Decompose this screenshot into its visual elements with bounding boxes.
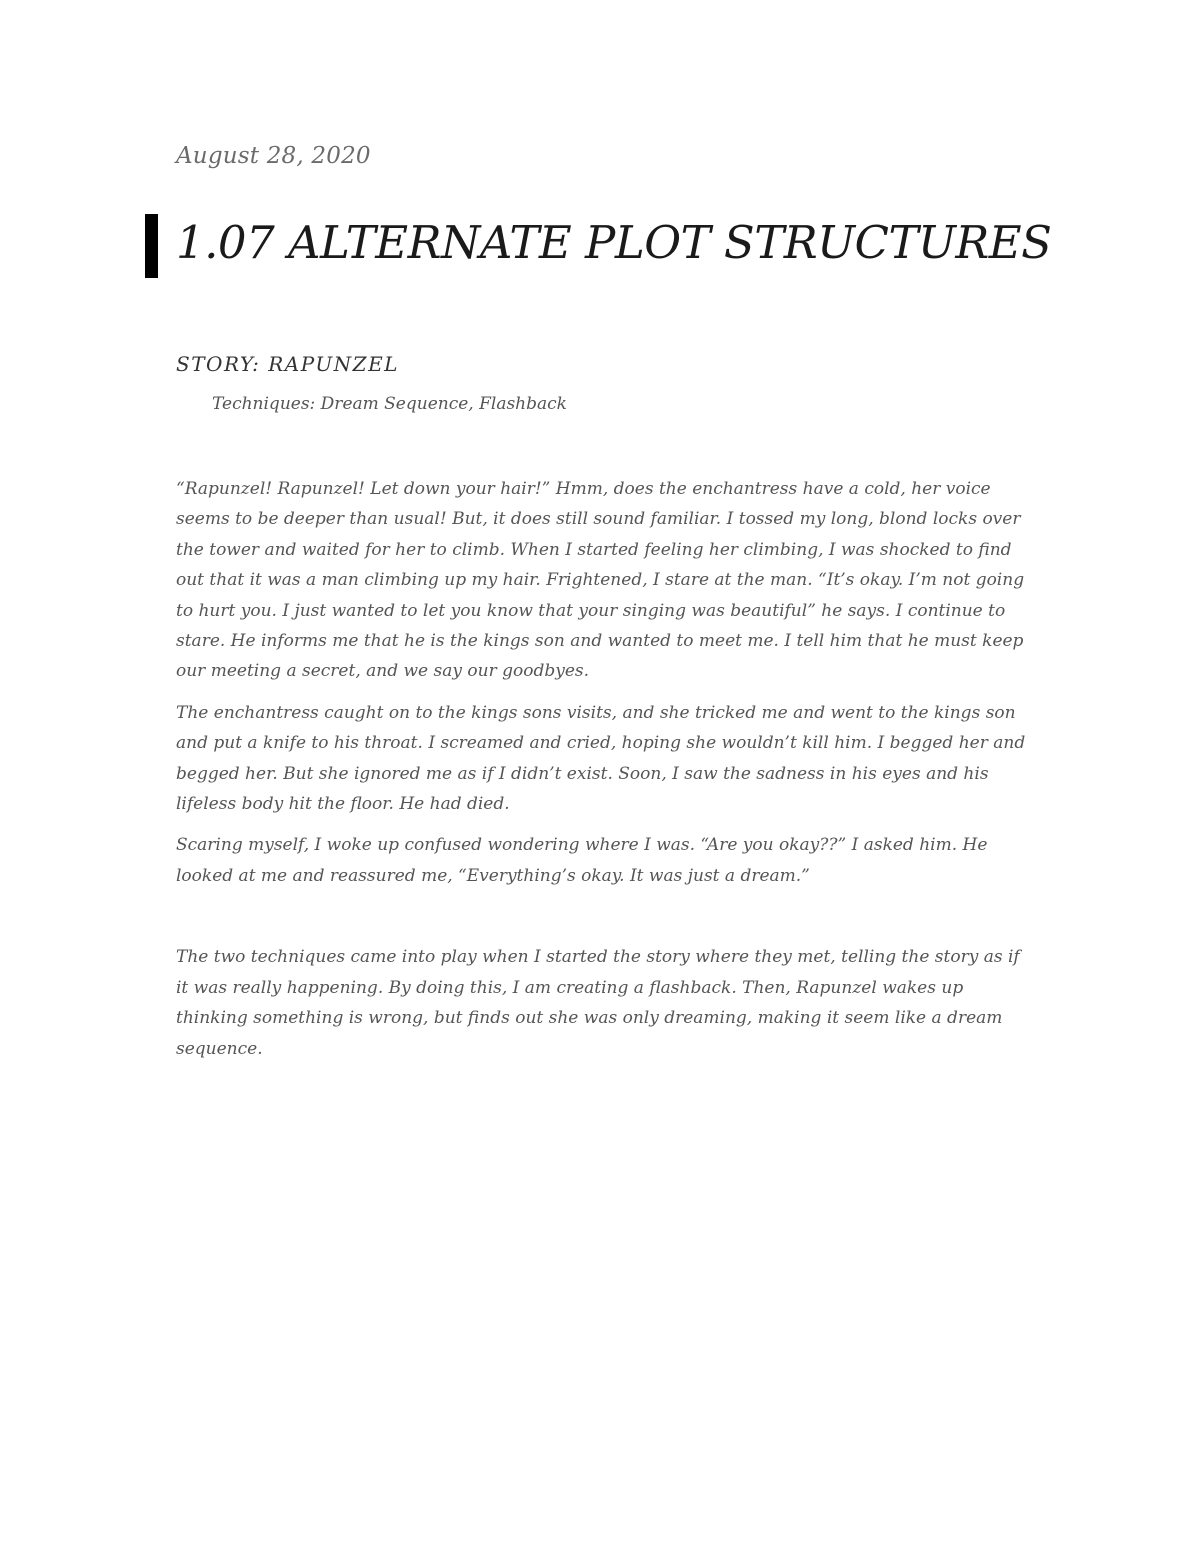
story-paragraph: The enchantress caught on to the kings sons visits, and she tricked me and went to the kings son and put a knife to his throat. I screamed and cried, hoping she wouldn’t kill him. I begged her and begged her. But she ignored me as if I didn’t exist. Soon, I saw the sadness in his eyes and his lifeless body hit the floor. He had died.	[176, 702, 1026, 815]
story-paragraph: Scaring myself, I woke up confused wondering where I was. “Are you okay??” I asked him. He looked at me and reassured me, “Everything’s okay. It was just a dream.”	[176, 835, 988, 886]
techniques-line: Techniques: Dream Sequence, Flashback	[212, 394, 567, 414]
analysis-paragraph: The two techniques came into play when I started the story where they met, telling the story as if it was really happening. By doing this, I am creating a flashback. Then, Rapunzel wakes up thinking something is wrong, but finds out she was only dreaming, making it seem like a dream sequence.	[176, 947, 1020, 1059]
document-body	[176, 474, 1026, 1075]
title-accent-bar	[145, 214, 158, 278]
story-paragraph: “Rapunzel! Rapunzel! Let down your hair!” Hmm, does the enchantress have a cold, her voice seems to be deeper than usual! But, it does still sound familiar. I tossed my long, blond locks over the tower and waited for her to climb. When I started feeling her climbing, I was shocked to find out that it was a man climbing up my hair. Frightened, I stare at the man. “It’s okay. I’m not going to hurt you. I just wanted to let you know that your singing was beautiful” he says. I continue to stare. He informs me that he is the kings son and wanted to meet me. I tell him that he must keep our meeting a secret, and we say our goodbyes.	[176, 479, 1025, 682]
document-title: 1.07 ALTERNATE PLOT STRUCTURES	[176, 216, 1052, 269]
story-heading: STORY: RAPUNZEL	[176, 352, 399, 376]
document-date: August 28, 2020	[176, 143, 371, 169]
